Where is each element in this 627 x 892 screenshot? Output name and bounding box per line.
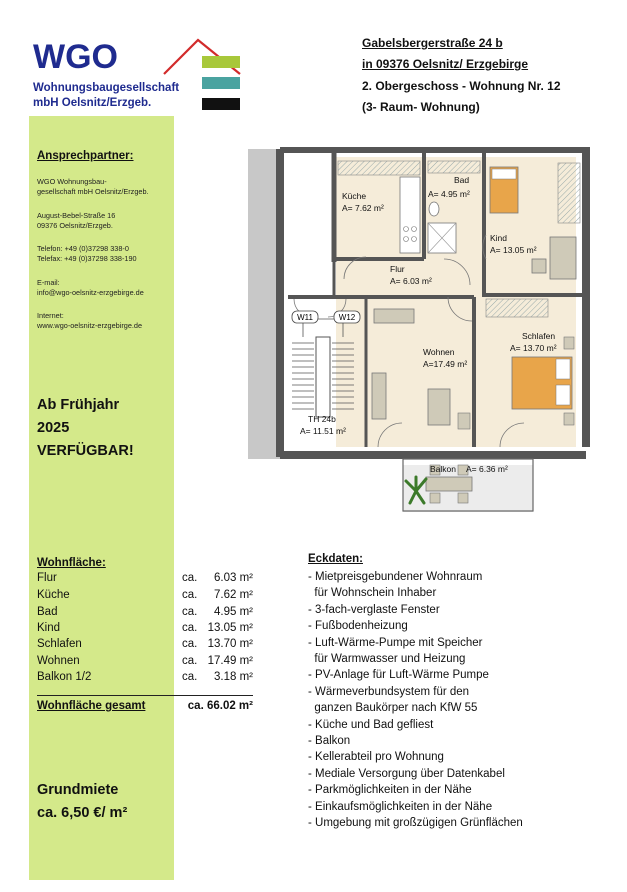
room-kind-area: A= 13.05 m² [490, 245, 537, 255]
room-balkon-name: Balkon [430, 464, 456, 474]
room-th24b-name: TH 24b [308, 414, 336, 424]
features-heading: Eckdaten: [308, 553, 363, 565]
living-area-row: Schlafen ca. 13.70 m² [37, 638, 253, 650]
feature-item: - Mietpreisgebundener Wohnraum [308, 571, 483, 583]
room-th24b-area: A= 11.51 m² [300, 426, 346, 436]
feature-item: - PV-Anlage für Luft-Wärme Pumpe [308, 669, 489, 682]
feature-item: - Umgebung mit großzügigen Grünflächen [308, 817, 523, 830]
living-area-row: Küche ca. 7.62 m² [37, 589, 253, 601]
contact-heading: Ansprechpartner: [37, 150, 134, 162]
room-wohnen-name: Wohnen [423, 347, 455, 357]
feature-item: ganzen Baukörper nach KfW 55 [308, 702, 478, 715]
feature-item: - Wärmeverbundsystem für den [308, 685, 470, 698]
contact-company-2: gesellschaft mbH Oelsnitz/Erzgeb. [37, 187, 149, 196]
living-area-row: Wohnen ca. 17.49 m² [37, 655, 253, 667]
feature-item: für Warmwasser und Heizung [308, 653, 466, 666]
feature-item: - Mediale Versorgung über Datenkabel [308, 767, 505, 780]
room-bad-area: A= 4.95 m² [428, 189, 470, 199]
logo-brand: WGO [33, 38, 118, 76]
address-city: in 09376 Oelsnitz/ Erzgebirge [362, 57, 529, 71]
room-flur-name: Flur [390, 264, 405, 274]
contact-email[interactable]: info@wgo-oelsnitz-erzgebirge.de [37, 288, 144, 297]
feature-item: für Wohnschein Inhaber [308, 587, 437, 600]
feature-item: - Einkaufsmöglichkeiten in der Nähe [308, 800, 493, 813]
contact-city: 09376 Oelsnitz/Erzgeb. [37, 221, 113, 230]
living-area-row: Bad ca. 4.95 m² [37, 606, 253, 618]
logo-company-line2: mbH Oelsnitz/Erzgeb. [33, 97, 152, 109]
living-area-row: Kind ca. 13.05 m² [37, 622, 253, 634]
room-wohnen-area: A=17.49 m² [423, 359, 468, 369]
logo-house-icon [162, 36, 242, 116]
apartment-rooms: (3- Raum- Wohnung) [362, 100, 480, 114]
feature-item: - Parkmöglichkeiten in der Nähe [308, 784, 472, 797]
contact-web-label: Internet: [37, 311, 64, 320]
living-area-divider [37, 695, 253, 696]
living-area-row: Flur ca. 6.03 m² [37, 572, 253, 584]
room-flur-area: A= 6.03 m² [390, 276, 432, 286]
door-tag-w12: W12 [338, 313, 356, 322]
features-list [308, 569, 523, 832]
room-balkon-area: A= 6.36 m² [466, 464, 508, 474]
feature-item: - 3-fach-verglaste Fenster [308, 603, 440, 616]
availability-line3: VERFÜGBAR! [37, 443, 134, 459]
floor-plan [248, 147, 598, 512]
living-area-row: Balkon 1/2 ca. 3.18 m² [37, 671, 253, 683]
contact-email-label: E-mail: [37, 278, 60, 287]
contact-street: August-Bebel-Straße 16 [37, 211, 116, 220]
rent-label: Grundmiete [37, 782, 119, 798]
address-street: Gabelsbergerstraße 24 b [362, 36, 503, 50]
feature-item: - Balkon [308, 735, 351, 748]
room-kueche-name: Küche [342, 191, 367, 201]
room-schlafen-area: A= 13.70 m² [510, 343, 557, 353]
room-schlafen-name: Schlafen [522, 331, 556, 341]
neighbour-wall [248, 149, 280, 459]
room-bad-name: Bad [454, 175, 470, 185]
availability-line2: 2025 [37, 420, 70, 436]
contact-company-1: WGO Wohnungsbau- [37, 177, 107, 186]
room-kueche-area: A= 7.62 m² [342, 203, 384, 213]
living-area-total: Wohnfläche gesamt ca. 66.02 m² [37, 700, 253, 712]
door-tag-w11: W11 [297, 313, 313, 322]
feature-item: - Küche und Bad gefliest [308, 718, 434, 731]
room-kind-name: Kind [490, 233, 508, 243]
rent-value: ca. 6,50 €/ m² [37, 805, 128, 821]
contact-phone: Telefon: +49 (0)37298 338-0 [37, 244, 129, 253]
feature-item: - Fußbodenheizung [308, 620, 408, 633]
living-area-heading: Wohnfläche: [37, 557, 106, 569]
contact-fax: Telefax: +49 (0)37298 338-190 [37, 254, 137, 263]
feature-item: - Kellerabteil pro Wohnung [308, 751, 444, 764]
logo-company-line1: Wohnungsbaugesellschaft [33, 82, 180, 94]
apartment-floor: 2. Obergeschoss - Wohnung Nr. 12 [362, 79, 561, 93]
contact-web[interactable]: www.wgo-oelsnitz-erzgebirge.de [37, 321, 143, 330]
feature-item: - Luft-Wärme-Pumpe mit Speicher [308, 636, 483, 649]
availability-line1: Ab Frühjahr [37, 397, 120, 413]
